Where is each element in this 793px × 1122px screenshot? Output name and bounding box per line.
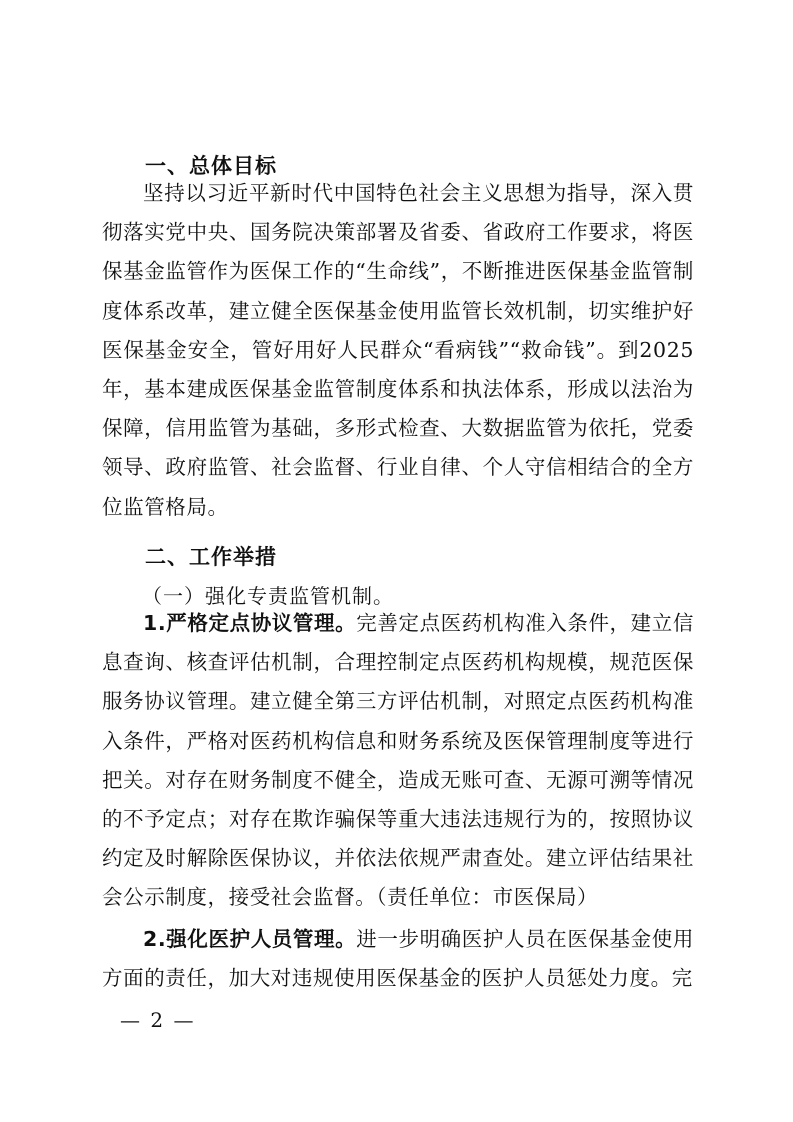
page-number: — 2 —	[120, 1008, 196, 1032]
measure-item-1-lead: 1.严格定点协议管理。	[143, 611, 357, 635]
overall-goals-paragraph: 坚持以习近平新时代中国特色社会主义思想为指导，深入贯彻落实党中央、国务院决策部署及省委、省政府工作要求，将医保基金监管作为医保工作的“生命线”，不断推进医保基金监管制度体系改革，建立健全医保基金使用监管长效机制，切实维护好医保基金安全，管好用好人民群众“看病钱”“救命钱”。到2025年，基本建成医保基金监管制度体系和执法体系，形成以法治为保障，信用监管为基础，多形式检查、大数据监管为依托，党委领导、政府监管、社会监督、行业自律、个人守信相结合的全方位监管格局。	[102, 181, 694, 519]
measure-item-1	[102, 604, 694, 918]
measure-item-2	[102, 920, 694, 998]
section-heading-work-measures: 二、工作举措	[145, 545, 277, 569]
section-heading-overall-goals: 一、总体目标	[145, 154, 277, 178]
measure-item-2-lead: 2.强化医护人员管理。	[143, 927, 357, 951]
subsection-heading: （一）强化专责监管机制。	[142, 584, 394, 608]
measure-item-1-body: 完善定点医药机构准入条件，建立信息查询、核查评估机制，合理控制定点医药机构规模，规范医保服务协议管理。建立健全第三方评估机制，对照定点医药机构准入条件，严格对医药机构信息和财务系统及医保管理制度等进行把关。对存在财务制度不健全，造成无账可查、无源可溯等情况的不予定点；对存在欺诈骗保等重大违法违规行为的，按照协议约定及时解除医保协议，并依法依规严肃查处。建立评估结果社会公示制度，接受社会监督。（责任单位：市医保局）	[102, 611, 694, 910]
measure-item-2-body: 进一步明确医护人员在医保基金使用方面的责任，加大对违规使用医保基金的医护人员惩处力度。完	[102, 927, 694, 991]
